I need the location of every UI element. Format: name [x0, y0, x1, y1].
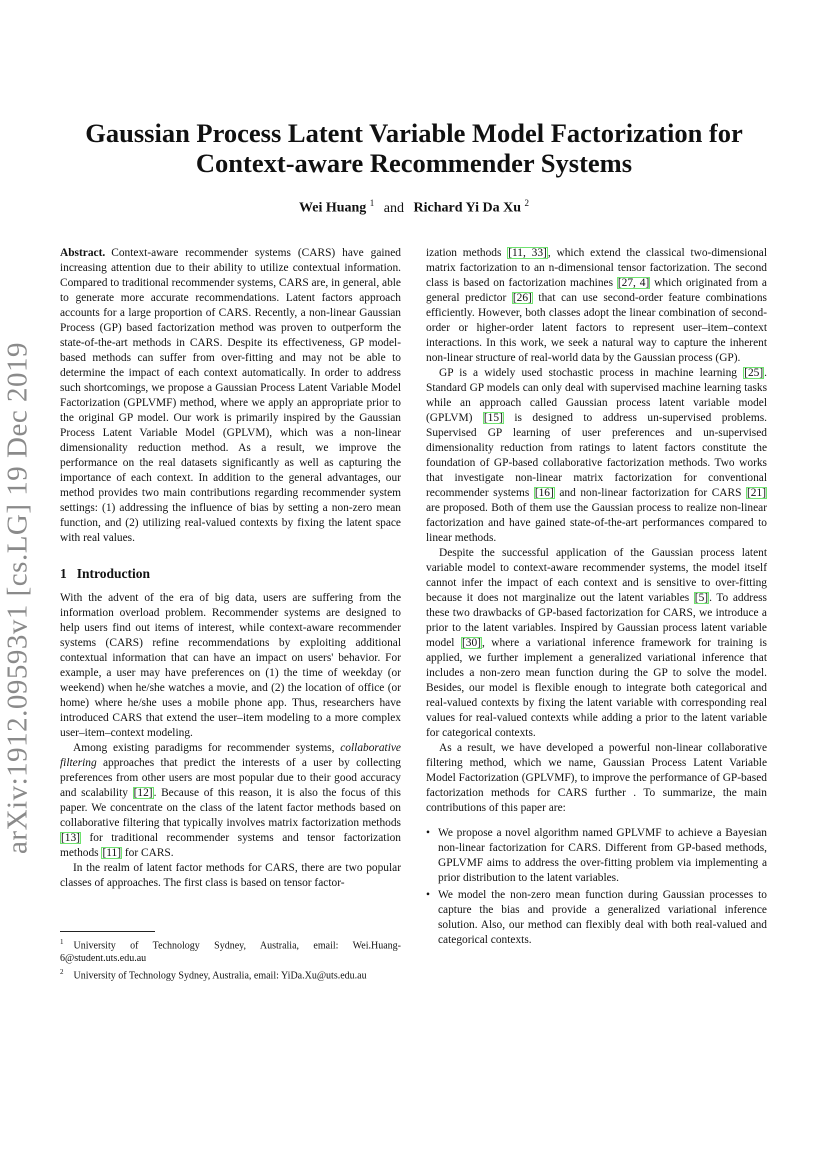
intro-paragraph	[426, 366, 767, 546]
text-run: approaches that predict the interests of a user by collecting preferences from other users are most popular due to their good accuracy and scalability	[60, 757, 401, 799]
text-run: for traditional recommender systems and tensor factorization methods	[60, 832, 401, 859]
citation-link[interactable]: [5]	[694, 592, 709, 604]
text-run: . To address these two drawbacks of GP-based factorization for CARS, we introduce a prior to the latent variables. Inspired by Gaussian process latent variable model	[426, 592, 767, 649]
author-name: Richard Yi Da Xu	[413, 200, 521, 216]
contribution-list	[426, 826, 767, 948]
author-line	[60, 198, 768, 217]
abstract-text: Context-aware recommender systems (CARS) have gained increasing attention due to their ability to utilize contextual information. Compared to traditional recommender systems, CARS are, in general, able to generate more accurate recommendations. Latent factors approach accounts for a large proportion of CARS. Recently, a non-linear Gaussian Process (GP) based factorization method was proven to outperform the state-of-the-art methods in CARS. Despite its effectiveness, GP model-based methods can suffer from over-fitting and may not be able to determine the impact of each context automatically. In order to address such shortcomings, we propose a Gaussian Process Latent Variable Model Factorization (GPLVMF) method, where we apply an appropriate prior to the original GP model. Our work is primarily inspired by the Gaussian Process Latent Variable Model (GPLVM), which was a non-linear dimensionality reduction method. As a result, we improve the performance on the real datasets significantly as well as capturing the importance of each context. In addition to the general advantages, our method provides two main contributions regarding recommender system settings: (1) addressing the influence of bias by setting a non-zero mean function, and (2) utilizing real-valued contexts by fixing the latent space with real values.	[60, 247, 401, 544]
text-run: , which extend the classical two-dimensional matrix factorization to an n-dimensional tensor factorization. The second class is based on factorization machines	[426, 247, 768, 289]
intro-paragraph	[426, 546, 767, 741]
author-affiliation-mark: 2	[524, 198, 529, 208]
footnote-mark: 2	[60, 968, 64, 977]
citation-link[interactable]: [26]	[512, 292, 532, 304]
citation-link[interactable]: [16]	[534, 487, 554, 499]
footnote	[60, 966, 401, 983]
intro-paragraph: With the advent of the era of big data, users are suffering from the information overload problem. Recommender systems are designed to help users find out items of interest, while context-aware recommender systems (CARS) refine recommendations by exploiting additional contextual information that can have an impact on users' behavior. For example, a user may have preferences on (1) the time of weekday (or weekend) when he/she watches a movie, and (2) the location of office (or home) where he/she uses a mobile phone app. Thus, researchers have introduced CARS that extend the user–item modeling to a more complex user–item–context modeling.	[60, 592, 401, 739]
citation-link[interactable]: [15]	[483, 412, 503, 424]
text-run: Despite the successful application of the Gaussian process latent variable model to context-aware recommender systems, the model itself cannot infer the impact of each context and is sensitive to over-fitting because it does not marginalize out the latent variables	[426, 547, 767, 604]
intro-paragraph: In the realm of latent factor methods for CARS, there are two popular classes of approaches. The first class is based on tensor factor-	[60, 862, 401, 889]
left-column	[60, 246, 401, 891]
citation-link[interactable]: [27, 4]	[617, 277, 650, 289]
text-run: that can use second-order feature combinations efficiently. However, both classes adopt the linear combination of second-order or higher-order latent factors to represent user–item–context interactions. In this work, we seek a natural way to capture the inherent non-linear structure of real-world data by the Gaussian process (GP).	[426, 292, 767, 364]
list-item-text: We propose a novel algorithm named GPLVMF to achieve a Bayesian non-linear factorization for CARS. Different from GP-based methods, GPLVMF aims to address the over-fitting problem via implementing a prior distribution to the latent variables.	[438, 827, 767, 884]
author-joiner: and	[383, 200, 405, 216]
intro-paragraph: As a result, we have developed a powerful non-linear collaborative filtering method, which we name, Gaussian Process Latent Variable Model Factorization (GPLVMF), to improve the performance of GP-based factorization methods for CARS further . To summarize, the main contributions of this paper are:	[426, 742, 767, 814]
abstract	[60, 246, 401, 546]
author-affiliation-mark: 1	[369, 198, 375, 208]
footnote-mark: 1	[60, 938, 64, 946]
text-run: . Because of this reason, it is also the focus of this paper. We concentrate on the class of the latent factor methods based on collaborative filtering that typically involves matrix factorization methods	[60, 787, 401, 829]
footnote-text: University of Technology Sydney, Australia, email: YiDa.Xu@uts.edu.au	[73, 970, 367, 982]
paper-title: Gaussian Process Latent Variable Model Factorization for Context-aware Recommender Systems	[85, 118, 743, 178]
footnotes	[60, 931, 401, 984]
abstract-label: Abstract.	[60, 247, 106, 259]
text-run: GP is a widely used stochastic process in machine learning	[439, 367, 744, 379]
text-run: which originated from a general predictor	[426, 277, 767, 304]
list-item-text: We model the non-zero mean function during Gaussian processes to capture the bias and provide a generalized variational inference solution. Also, our method can flexibly deal with both real-valued and categorical contexts.	[438, 889, 767, 946]
text-run: ization methods	[426, 247, 508, 259]
bullet-icon: •	[426, 889, 430, 901]
citation-link[interactable]: [30]	[461, 637, 481, 649]
citation-link[interactable]: [13]	[61, 832, 80, 844]
section-number: 1	[60, 566, 67, 581]
section-title: Introduction	[76, 566, 151, 581]
intro-paragraph	[60, 741, 401, 861]
text-run: . Standard GP models can only deal with supervised machine learning tasks while an approach called Gaussian process latent variable model (GPLVM)	[426, 367, 767, 424]
citation-link[interactable]: [25]	[744, 367, 764, 379]
intro-paragraph	[426, 246, 767, 366]
text-run: and non-linear factorization for CARS	[554, 487, 747, 499]
citation-link[interactable]: [21]	[747, 487, 766, 499]
arxiv-stamp-text: arXiv:1912.09593v1 [cs.LG] 19 Dec 2019	[1, 342, 34, 854]
text-run: , where a variational inference framework for training is applied, we further implement a generalized variational inference that includes a non-zero mean function during the GP to solve the model. Besides, our model is flexible enough to integrate both categorical and real-valued contexts by fixing the latent variable with corresponding real values for real-valued contexts while adding a prior to the latent variable for categorical contexts.	[426, 637, 767, 739]
section-heading	[60, 566, 401, 581]
author-name: Wei Huang	[299, 200, 367, 216]
list-item	[426, 888, 767, 948]
right-column	[426, 246, 767, 950]
footnote	[60, 936, 401, 965]
footnote-rule	[60, 931, 155, 932]
citation-link[interactable]: [12]	[133, 787, 153, 799]
list-item	[426, 826, 767, 886]
citation-link[interactable]: [11]	[102, 847, 122, 859]
citation-link[interactable]: [11, 33]	[508, 247, 547, 259]
footnote-text: University of Technology Sydney, Australia, email: Wei.Huang-6@student.uts.edu.au	[60, 940, 401, 964]
text-run: for CARS.	[122, 847, 174, 859]
text-run: is designed to address un-supervised problems. Supervised GP learning of user preferences and un-supervised dimensionality reduction from ratings to latent factors constitute the foundation of GP-based collaborative factorization methods. Two works that investigate non-linear matrix factorization for conventional recommender systems	[426, 412, 767, 499]
bullet-icon: •	[426, 827, 430, 839]
text-run: are proposed. Both of them use the Gaussian process to realize non-linear factorization and have gained state-of-the-art performances compared to linear methods.	[426, 502, 767, 544]
emphasis-text: collaborative filtering	[60, 742, 401, 769]
text-run: Among existing paradigms for recommender systems,	[73, 742, 341, 754]
